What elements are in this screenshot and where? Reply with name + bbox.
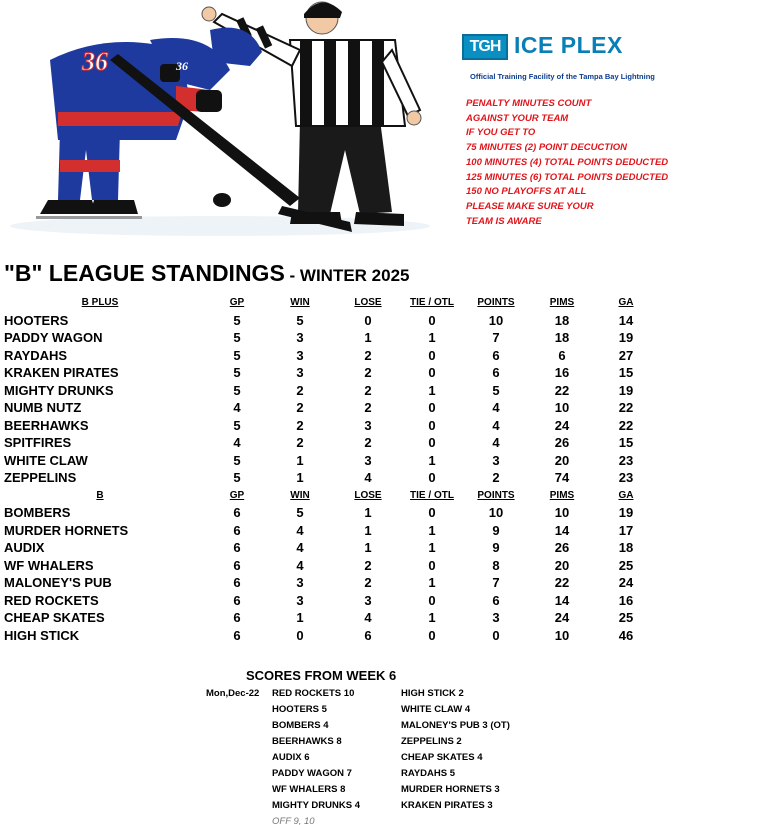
- score-home: AUDIX 6: [272, 752, 310, 763]
- stat-tie-otl: 0: [428, 557, 436, 573]
- stat-ga: 16: [618, 592, 634, 608]
- stat-pims: 14: [554, 592, 570, 608]
- off-note: OFF 9, 10: [272, 816, 315, 825]
- stat-points: 7: [492, 330, 500, 345]
- notice-line: PENALTY MINUTES COUNT: [466, 98, 592, 109]
- stat-win: 5: [296, 505, 304, 520]
- stat-pims: 10: [554, 505, 570, 520]
- score-away: KRAKEN PIRATES 3: [401, 800, 493, 811]
- stat-lose: 1: [364, 330, 372, 345]
- score-home: HOOTERS 5: [272, 704, 327, 715]
- table-row: [0, 539, 768, 557]
- stat-gp: 4: [233, 400, 241, 415]
- stat-ga: 46: [618, 627, 634, 643]
- standings-table: [0, 294, 768, 644]
- stat-ga: 27: [618, 347, 634, 363]
- stat-points: 6: [492, 592, 500, 608]
- stat-tie-otl: 1: [428, 330, 436, 345]
- column-header-pims: PIMS: [549, 297, 575, 308]
- column-header-tie-otl: TIE / OTL: [410, 489, 454, 501]
- score-row: [0, 702, 768, 718]
- stat-gp: 5: [233, 347, 241, 363]
- stat-gp: 6: [233, 627, 241, 643]
- column-header-lose: LOSE: [354, 489, 382, 501]
- stat-points: 7: [492, 575, 500, 590]
- stat-win: 2: [296, 417, 304, 433]
- score-row: [0, 750, 768, 766]
- column-header-tie-otl: TIE / OTL: [410, 297, 454, 308]
- stat-tie-otl: 0: [428, 435, 436, 450]
- team-name: BEERHAWKS: [4, 417, 89, 433]
- table-row: [0, 399, 768, 417]
- score-away: RAYDAHS 5: [401, 768, 456, 779]
- score-home: PADDY WAGON 7: [272, 768, 352, 779]
- stat-win: 2: [296, 400, 304, 415]
- stat-win: 3: [296, 330, 304, 345]
- column-header-gp: GP: [229, 489, 245, 501]
- stat-pims: 10: [554, 400, 570, 415]
- tgh-badge: TGH: [462, 34, 508, 60]
- stat-pims: 6: [558, 347, 566, 363]
- score-home: WF WHALERS 8: [272, 784, 346, 795]
- stat-points: 8: [492, 557, 500, 573]
- stat-tie-otl: 1: [428, 575, 436, 590]
- iceplex-logo: [462, 34, 662, 82]
- stat-win: 4: [296, 557, 304, 573]
- stat-win: 3: [296, 575, 304, 590]
- stat-ga: 15: [618, 435, 634, 450]
- iceplex-wordmark: ICE PLEX: [514, 32, 623, 58]
- stat-tie-otl: 0: [428, 505, 436, 520]
- stat-ga: 23: [618, 452, 634, 468]
- stat-ga: 19: [618, 330, 634, 345]
- notice-line: 150 NO PLAYOFFS AT ALL: [466, 186, 587, 198]
- score-away: HIGH STICK 2: [401, 688, 464, 699]
- notice-line: IF YOU GET TO: [466, 127, 536, 139]
- stat-tie-otl: 0: [428, 312, 436, 328]
- stat-lose: 1: [364, 540, 372, 555]
- team-name: AUDIX: [4, 540, 45, 555]
- table-row: [0, 417, 768, 435]
- stat-lose: 6: [364, 627, 372, 643]
- column-header-win: WIN: [290, 297, 310, 308]
- stat-ga: 17: [618, 522, 634, 538]
- stat-tie-otl: 1: [428, 610, 436, 625]
- stat-lose: 2: [364, 435, 372, 450]
- stat-gp: 6: [233, 540, 241, 555]
- stat-tie-otl: 0: [428, 365, 436, 380]
- stat-gp: 5: [233, 330, 241, 345]
- faceoff-graphic: [0, 0, 440, 240]
- team-name: NUMB NUTZ: [4, 400, 82, 415]
- scores-list: [0, 686, 768, 825]
- stat-ga: 23: [618, 470, 634, 485]
- stat-tie-otl: 0: [428, 347, 436, 363]
- table-row: [0, 347, 768, 365]
- stat-points: 10: [488, 312, 504, 328]
- stat-pims: 16: [554, 365, 570, 380]
- stat-gp: 5: [233, 365, 241, 380]
- stat-points: 9: [492, 540, 500, 555]
- stat-gp: 5: [233, 452, 241, 468]
- stat-gp: 4: [233, 435, 241, 450]
- stat-points: 10: [488, 505, 504, 520]
- stat-points: 0: [492, 627, 500, 643]
- team-name: WHITE CLAW: [4, 452, 88, 468]
- notice-line: 100 MINUTES (4) TOTAL POINTS DEDUCTED: [466, 156, 669, 168]
- team-name: MIGHTY DRUNKS: [4, 382, 114, 398]
- stat-pims: 24: [554, 610, 570, 625]
- stat-win: 3: [296, 347, 304, 363]
- team-name: BOMBERS: [4, 505, 71, 520]
- penalty-notice: [466, 97, 668, 229]
- table-row: [0, 312, 768, 330]
- stat-win: 0: [296, 627, 304, 643]
- stat-points: 2: [492, 470, 500, 485]
- column-header-pims: PIMS: [549, 489, 575, 501]
- team-name: HIGH STICK: [4, 627, 80, 643]
- stat-gp: 5: [233, 312, 241, 328]
- table-row: [0, 452, 768, 470]
- stat-lose: 2: [364, 400, 372, 415]
- team-name: MALONEY'S PUB: [4, 575, 112, 590]
- jersey-number: 36: [82, 47, 108, 76]
- team-name: PADDY WAGON: [4, 330, 103, 345]
- column-header-ga: GA: [618, 489, 634, 501]
- table-row: [0, 329, 768, 347]
- stat-pims: 26: [554, 435, 570, 450]
- division-header-row: [0, 294, 768, 312]
- stat-lose: 4: [364, 610, 372, 625]
- stat-pims: 22: [554, 575, 570, 590]
- stat-lose: 0: [364, 312, 372, 328]
- notice-line: 75 MINUTES (2) POINT DECUCTION: [466, 142, 627, 154]
- logo-tagline: Official Training Facility of the Tampa Bay Lightning: [470, 72, 655, 81]
- stat-gp: 6: [233, 557, 241, 573]
- stat-lose: 4: [364, 470, 372, 485]
- stat-tie-otl: 1: [428, 452, 436, 468]
- table-row: [0, 504, 768, 522]
- stat-points: 4: [492, 435, 500, 450]
- game-date: Mon,Dec-22: [206, 688, 260, 699]
- stat-gp: 6: [233, 592, 241, 608]
- stat-gp: 6: [233, 575, 241, 590]
- column-header-points: POINTS: [477, 297, 515, 308]
- column-header-lose: LOSE: [354, 297, 382, 308]
- stat-lose: 2: [364, 575, 372, 590]
- stat-lose: 3: [364, 592, 372, 608]
- stat-points: 9: [492, 522, 500, 538]
- stat-lose: 3: [364, 417, 372, 433]
- stat-ga: 19: [618, 505, 634, 520]
- table-row: [0, 609, 768, 627]
- score-row: [0, 686, 768, 702]
- stat-ga: 24: [618, 575, 634, 590]
- score-away: WHITE CLAW 4: [401, 704, 471, 715]
- table-row: [0, 469, 768, 487]
- team-name: RED ROCKETS: [4, 592, 99, 608]
- stat-points: 6: [492, 365, 500, 380]
- title-main: "B" LEAGUE STANDINGS: [4, 260, 285, 286]
- page-title: [4, 260, 410, 287]
- stat-ga: 14: [618, 312, 634, 328]
- notice-line: AGAINST YOUR TEAM: [466, 112, 569, 124]
- score-home: BEERHAWKS 8: [272, 736, 342, 747]
- table-row: [0, 522, 768, 540]
- title-season: - WINTER 2025: [284, 266, 410, 285]
- stat-lose: 3: [364, 452, 372, 468]
- stat-gp: 5: [233, 470, 241, 485]
- column-header-win: WIN: [290, 489, 310, 501]
- stat-ga: 25: [618, 610, 634, 625]
- stat-ga: 22: [618, 400, 634, 415]
- stat-points: 5: [492, 382, 500, 398]
- score-home: MIGHTY DRUNKS 4: [272, 800, 360, 811]
- stat-tie-otl: 0: [428, 400, 436, 415]
- stat-points: 3: [492, 610, 500, 625]
- stat-pims: 22: [554, 382, 570, 398]
- stat-pims: 26: [554, 540, 570, 555]
- score-away: MALONEY'S PUB 3 (OT): [401, 720, 510, 731]
- team-name: WF WHALERS: [4, 557, 94, 573]
- stat-win: 1: [296, 610, 304, 625]
- division-name: B PLUS: [81, 297, 119, 308]
- stat-gp: 6: [233, 505, 241, 520]
- score-away: ZEPPELINS 2: [401, 736, 462, 747]
- score-row: [0, 718, 768, 734]
- stat-ga: 18: [618, 540, 634, 555]
- table-row: [0, 574, 768, 592]
- hockey-illustration: [0, 0, 440, 240]
- stat-points: 6: [492, 347, 500, 363]
- score-row: [0, 766, 768, 782]
- score-row: [0, 798, 768, 814]
- stat-gp: 5: [233, 382, 241, 398]
- stat-lose: 2: [364, 382, 372, 398]
- sleeve-number: 36: [176, 59, 188, 73]
- stat-pims: 14: [554, 522, 570, 538]
- table-row: [0, 364, 768, 382]
- stat-win: 3: [296, 365, 304, 380]
- team-name: CHEAP SKATES: [4, 610, 105, 625]
- stat-tie-otl: 0: [428, 592, 436, 608]
- stat-tie-otl: 0: [428, 470, 436, 485]
- stat-lose: 1: [364, 505, 372, 520]
- stat-win: 4: [296, 522, 304, 538]
- stat-win: 1: [296, 470, 304, 485]
- stat-lose: 2: [364, 365, 372, 380]
- score-away: CHEAP SKATES 4: [401, 752, 483, 763]
- table-row: [0, 592, 768, 610]
- stat-points: 3: [492, 452, 500, 468]
- division-name: B: [96, 489, 104, 501]
- stat-gp: 5: [233, 417, 241, 433]
- table-row: [0, 627, 768, 645]
- team-name: RAYDAHS: [4, 347, 68, 363]
- stat-pims: 24: [554, 417, 570, 433]
- score-home: RED ROCKETS 10: [272, 688, 355, 699]
- stat-ga: 19: [618, 382, 634, 398]
- team-name: KRAKEN PIRATES: [4, 365, 119, 380]
- stat-gp: 6: [233, 610, 241, 625]
- stat-pims: 18: [554, 330, 570, 345]
- stat-win: 4: [296, 540, 304, 555]
- stat-win: 3: [296, 592, 304, 608]
- team-name: HOOTERS: [4, 312, 69, 328]
- division-header-row: [0, 487, 768, 505]
- table-row: [0, 382, 768, 400]
- notice-line: PLEASE MAKE SURE YOUR: [466, 200, 594, 212]
- stat-win: 2: [296, 435, 304, 450]
- score-row: [0, 782, 768, 798]
- stat-lose: 2: [364, 557, 372, 573]
- stat-tie-otl: 1: [428, 540, 436, 555]
- stat-gp: 6: [233, 522, 241, 538]
- scores-title: SCORES FROM WEEK 6: [246, 668, 397, 683]
- stat-win: 1: [296, 452, 304, 468]
- stat-ga: 22: [618, 417, 634, 433]
- stat-pims: 20: [554, 557, 570, 573]
- column-header-gp: GP: [229, 297, 245, 308]
- score-away: MURDER HORNETS 3: [401, 784, 500, 795]
- stat-tie-otl: 1: [428, 382, 436, 398]
- stat-ga: 15: [618, 365, 634, 380]
- stat-lose: 2: [364, 347, 372, 363]
- team-name: ZEPPELINS: [4, 470, 77, 485]
- stat-points: 4: [492, 400, 500, 415]
- column-header-points: POINTS: [477, 489, 515, 501]
- score-home: BOMBERS 4: [272, 720, 329, 731]
- stat-tie-otl: 0: [428, 627, 436, 643]
- table-row: [0, 434, 768, 452]
- notice-line: TEAM IS AWARE: [466, 215, 542, 227]
- stat-tie-otl: 1: [428, 522, 436, 538]
- stat-ga: 25: [618, 557, 634, 573]
- stat-points: 4: [492, 417, 500, 433]
- stat-pims: 74: [554, 470, 570, 485]
- off-note-row: [0, 814, 768, 825]
- table-row: [0, 557, 768, 575]
- stat-pims: 10: [554, 627, 570, 643]
- notice-line: 125 MINUTES (6) TOTAL POINTS DEDUCTED: [466, 171, 669, 183]
- score-row: [0, 734, 768, 750]
- stat-pims: 20: [554, 452, 570, 468]
- stat-win: 5: [296, 312, 304, 328]
- stat-pims: 18: [554, 312, 570, 328]
- stat-lose: 1: [364, 522, 372, 538]
- column-header-ga: GA: [618, 297, 634, 308]
- team-name: MURDER HORNETS: [4, 522, 129, 538]
- stat-win: 2: [296, 382, 304, 398]
- stat-tie-otl: 0: [428, 417, 436, 433]
- team-name: SPITFIRES: [4, 435, 72, 450]
